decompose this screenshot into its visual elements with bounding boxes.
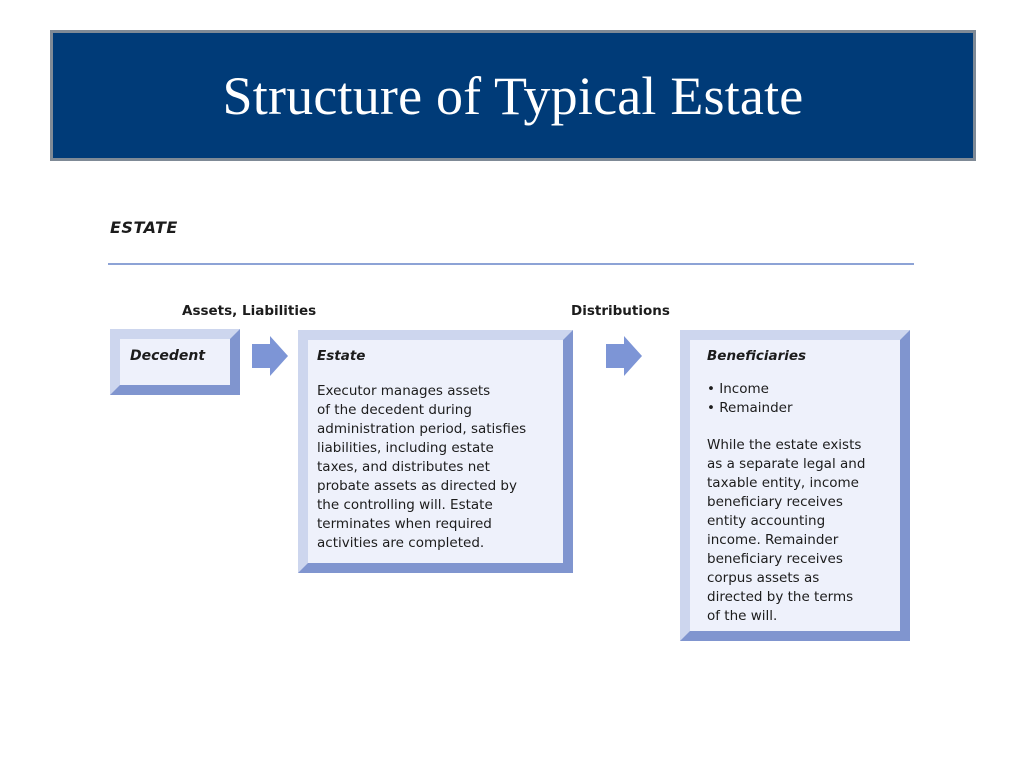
title-banner: [50, 30, 976, 161]
beneficiaries-description: While the estate exists as a separate legal and taxable entity, income beneficiary receives entity accounting income. Remainder beneficiary receives corpus assets as directed by the terms of the will.: [707, 437, 866, 624]
decedent-box: [110, 329, 240, 395]
distributions-label: Distributions: [571, 303, 670, 319]
estate-box: [298, 330, 573, 573]
estate-title: Estate: [317, 348, 366, 364]
diagram-heading: ESTATE: [110, 218, 178, 237]
list-item: • Remainder: [707, 399, 883, 418]
beneficiaries-title: Beneficiaries: [707, 348, 807, 364]
beneficiary-types-list: [707, 380, 883, 418]
beneficiaries-box: [680, 330, 910, 641]
right-arrow-icon: [252, 336, 288, 376]
right-arrow-icon: [606, 336, 642, 376]
assets-liabilities-label: Assets, Liabilities: [182, 303, 317, 319]
decedent-title: Decedent: [130, 348, 206, 364]
list-item: • Income: [707, 380, 883, 399]
heading-divider: [108, 263, 914, 265]
estate-description: Executor manages assets of the decedent during administration period, satisfies liabilities, including estate taxes, and distributes net probate assets as directed by the controlling will. Estate terminates when required activities are completed.: [317, 383, 527, 551]
slide-title: Structure of Typical Estate: [222, 65, 804, 126]
